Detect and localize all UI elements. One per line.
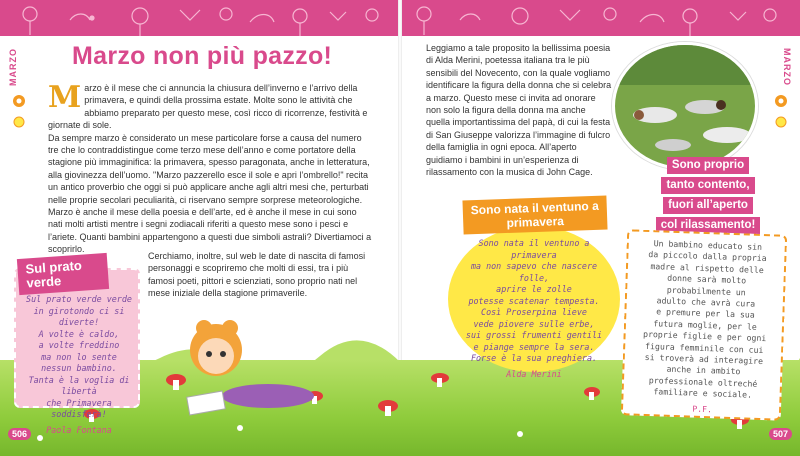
side-label-left: MARZO (8, 48, 18, 86)
quote-line: donne sarà molto (667, 272, 747, 286)
relaxing-children-image (615, 45, 758, 170)
intro-paragraph-1: arzo è il mese che ci annuncia la chiusura dell’inverno e l’arrivo della primavera, e quindi della prossima estate. Molte sono le attività che abbiamo preparato per questo mese, così ricco di ricorrenze, festività e giornate di sole. (48, 83, 368, 131)
left-poem (18, 294, 140, 436)
girl-lying-on-grass-illustration (158, 300, 328, 420)
poem-line: Tanta è la voglia di libertà (28, 374, 130, 396)
right-poem (462, 238, 606, 380)
poem-line: A volte è caldo, (38, 328, 120, 339)
quote-line: da piccolo dalla propria (648, 249, 767, 264)
quote-line: madre al rispetto delle (650, 260, 764, 275)
quote-line: futura moglie, per le (653, 318, 757, 332)
caption-line: tanto contento, (661, 177, 754, 194)
side-label-right: MARZO (782, 48, 792, 86)
right-poem-title: Sono nata il ventuno a primavera (462, 195, 607, 234)
left-poem-title: Sul prato verde (17, 253, 109, 295)
poem-line: nessun bambino. (41, 363, 117, 373)
poem-line: aprire le zolle (496, 284, 572, 294)
quote-text (627, 237, 783, 417)
poem-line: in girotondo ci si diverte! (33, 305, 125, 327)
poem-line: Sono nata il ventuno a primavera (478, 238, 590, 260)
poem-line: Forse è la sua preghiera. (470, 353, 598, 363)
quote-author: P.F. (692, 403, 713, 414)
quote-line: e premure per la sua (656, 306, 755, 321)
caption-line: fuori all’aperto (663, 197, 753, 214)
dropcap: M (48, 80, 82, 115)
quote-line: anche in ambito (666, 364, 741, 377)
page-number-left: 506 (8, 428, 31, 440)
intro-paragraph-3: Cerchiamo, inoltre, sul web le date di nascita di famosi personaggi e scopriremo che molti di essi, tra i più famosi poeti, pittori e scienziati, sono proprio nati nel mese iniziale della stagione primaverile. (148, 251, 366, 299)
children-relaxing-photo (612, 42, 758, 170)
quote-line: figura femminile con cui (645, 340, 764, 355)
intro-paragraph-2: Da sempre marzo è considerato un mese particolare forse a causa del numero tre che lo contraddistingue come terzo mese dell’anno e come portatore della stagione più immaginifica: la primavera, spesso paragonata, anche in letteratura, alla giovinezza dell’uomo. "Marzo pazzerello esce il sole e apri l’ombrello!" recita un antico proverbio che oggi si può applicare anche agli altri mesi che, perturbati nelle proprie secolari peculiarità, ci riservano sempre sorprese meteorologiche. Marzo è anche il mese della poesia e dell’arte, ed è anche il mese in cui sono nati molti artisti mentre i segni zodiacali riferiti a questo mese sono i pesci e l’ariete. Quanti bambini appartengono a questi due simboli astrali? Divertiamoci a scoprirlo. (48, 132, 372, 255)
poem-line: potesse scatenar tempesta. (468, 295, 600, 306)
quote-line: familiare e sociale. (653, 386, 753, 400)
quote-line: adulto che avrà cura (656, 295, 756, 309)
flower-icon (10, 92, 28, 132)
intro-text (48, 82, 372, 256)
decorative-header-band-right (400, 0, 800, 36)
poem-line: vede piovere sulle erbe, (473, 318, 595, 329)
poem-line: a volte freddino (38, 340, 120, 350)
right-body-text: Leggiamo a tale proposito la bellissima poesia di Alda Merini, poetessa italiana tra le più sensibili del Novecento, con la quale vogliamo identificare la figura della donna che si celebra a marzo. Questo mese ci invita ad onorare non solo la figura della donna ma anche quella importantissima del papà, di cui la festa di San Giuseppe valorizza l’immagine di fulcro della famiglia in ogni epoca. All’aperto guidiamo i bambini in un’esperienza di rilassamento con la musica di John Cage. (426, 43, 612, 178)
photo-caption (650, 155, 766, 235)
quote-line: probabilmente un (666, 284, 746, 298)
bird-flower-pattern-icon (400, 0, 800, 36)
poem-author: Paola Fontana (46, 424, 112, 435)
poem-author: Alda Merini (506, 368, 562, 379)
caption-line: col rilassamento! (656, 217, 761, 234)
quote-line: professionale oltreché (648, 374, 758, 389)
caption-line: Sono proprio (667, 157, 749, 174)
poem-line: ma non lo sente (41, 351, 117, 362)
quote-line: si troverà ad interagire (644, 351, 764, 367)
flower-icon (772, 92, 790, 132)
page-number-right: 507 (769, 428, 792, 440)
poem-line: ma non sapevo che nascere folle, (470, 261, 598, 283)
quote-line: Un bambino educato sin (653, 238, 763, 252)
poem-line: sui grossi frumenti gentili (465, 330, 603, 340)
poem-line: Sul prato verde verde (26, 294, 132, 304)
decorative-header-band-left (0, 0, 400, 36)
poem-line: e piange sempre la sera. (473, 341, 595, 352)
poem-line: Così Proserpina lieve (481, 307, 587, 317)
bird-flower-pattern-icon (0, 0, 400, 36)
poem-line: che Primavera soddisferà! (46, 397, 112, 419)
page-title: Marzo non più pazzo! (72, 42, 333, 70)
quote-line: proprie figlie e per ogni (642, 329, 767, 344)
